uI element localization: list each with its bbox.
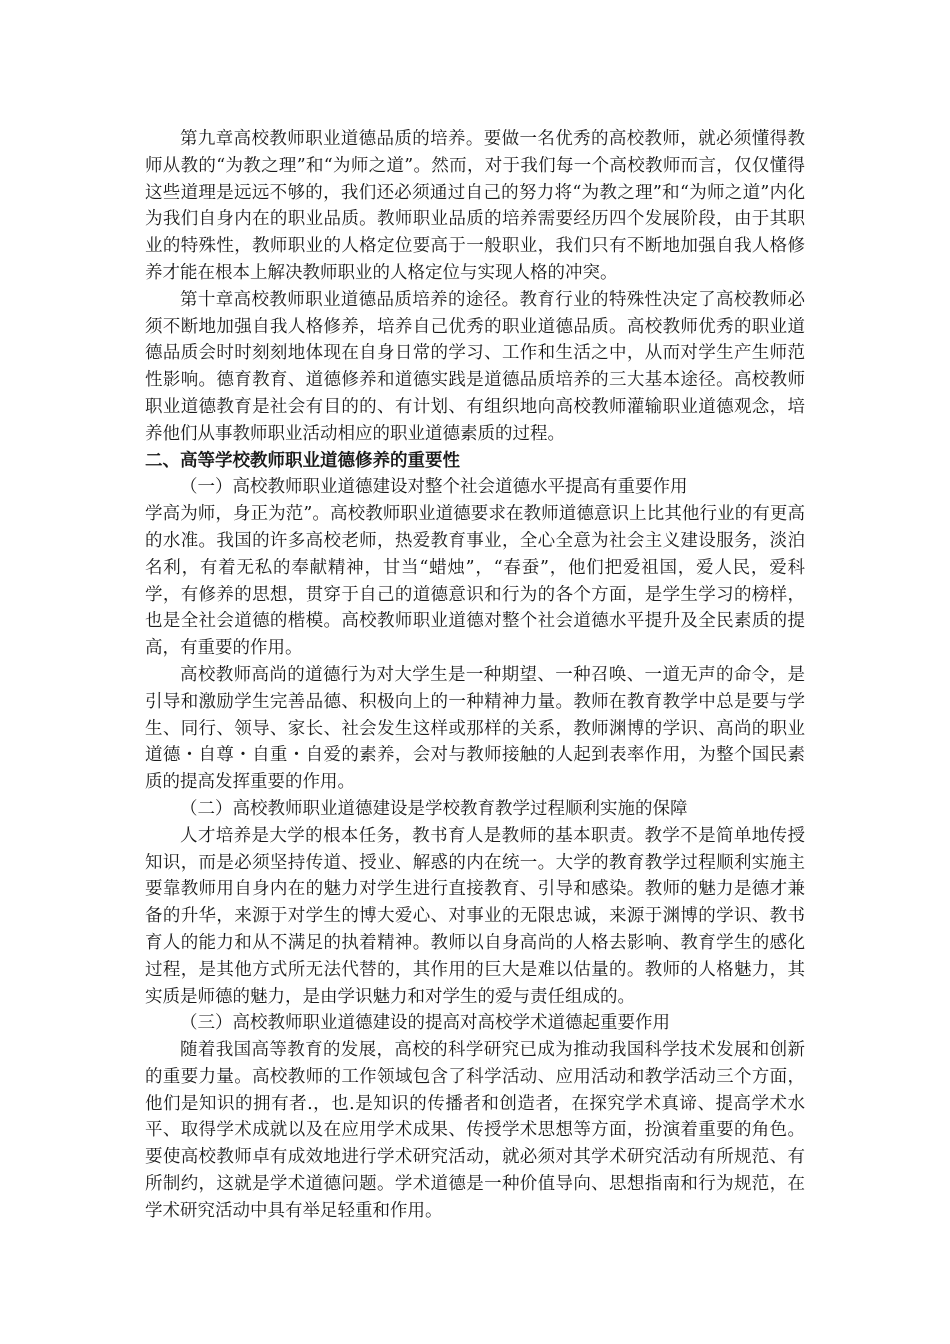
section-heading: 二、高等学校教师职业道德修养的重要性 (145, 450, 460, 471)
subheading-three: （三）高校教师职业道德建设的提高对高校学术道德起重要作用 (180, 1013, 670, 1034)
paragraph-role-model: 学高为师，身正为范”。高校教师职业道德要求在教师道德意识上比其他行业的有更高的水准。我国的许多高校老师，热爱教育事业，全心全意为社会主义建设服务，淡泊名利，有着无私的奉献精神，甘当“蜡烛”，“春蚕”，他们把爱祖国，爱人民，爱科学，有修养的思想，贯穿于自己的道德意识和行为的各个方面，是学生学习的榜样，也是全社会道德的楷模。高校教师职业道德对整个社会道德水平提升及全民素质的提高，有重要的作用。 (145, 504, 805, 659)
paragraph-moral-behavior: 高校教师高尚的道德行为对大学生是一种期望、一种召唤、一道无声的命令，是引导和激励学生完善品德、积极向上的一种精神力量。教师在教育教学中总是要与学生、同行、领导、家长、社会发生这样或那样的关系，教师渊博的学识、高尚的职业道德・自尊・自重・自爱的素养，会对与教师接触的人起到表率作用，为整个国民素质的提高发挥重要的作用。 (145, 664, 805, 793)
subheading-two: （二）高校教师职业道德建设是学校教育教学过程顺利实施的保障 (180, 798, 688, 819)
paragraph-chapter-nine: 第九章高校教师职业道德品质的培养。要做一名优秀的高校教师，就必须懂得教师从教的“为教之理”和“为师之道”。然而，对于我们每一个高校教师而言，仅仅懂得这些道理是远远不够的，我们还必须通过自己的努力将“为教之理”和“为师之道”内化为我们自身内在的职业品质。教师职业品质的培养需要经历四个发展阶段，由于其职业的特殊性，教师职业的人格定位要高于一般职业，我们只有不断地加强自我人格修养才能在根本上解决教师职业的人格定位与实现人格的冲突。 (145, 129, 805, 283)
subheading-one: （一）高校教师职业道德建设对整个社会道德水平提高有重要作用 (180, 477, 688, 498)
paragraph-talent-cultivation: 人才培养是大学的根本任务，教书育人是教师的基本职责。教学不是简单地传授知识，而是必须坚持传道、授业、解惑的内在统一。大学的教育教学过程顺利实施主要靠教师用自身内在的魅力对学生进行直接教育、引导和感染。教师的魅力是德才兼备的升华，来源于对学生的博大爱心、对事业的无限忠诚，来源于渊博的学识、教书育人的能力和从不满足的执着精神。教师以自身高尚的人格去影响、教育学生的感化过程，是其他方式所无法代替的，其作用的巨大是难以估量的。教师的人格魅力，其实质是师德的魅力，是由学识魅力和对学生的爱与责任组成的。 (145, 825, 805, 1007)
paragraph-chapter-ten: 第十章高校教师职业道德品质培养的途径。教育行业的特殊性决定了高校教师必须不断地加强自我人格修养，培养自己优秀的职业道德品质。高校教师优秀的职业道德品质会时时刻刻地体现在自身日常的学习、工作和生活之中，从而对学生产生师范性影响。德育教育、道德修养和道德实践是道德品质培养的三大基本途径。高校教师职业道德教育是社会有目的的、有计划、有组织地向高校教师灌输职业道德观念，培养他们从事教师职业活动相应的职业道德素质的过程。 (145, 289, 805, 444)
document-body (145, 126, 805, 1225)
paragraph-academic-ethics: 随着我国高等教育的发展，高校的科学研究已成为推动我国科学技术发展和创新的重要力量。高校教师的工作领域包含了科学活动、应用活动和教学活动三个方面，他们是知识的拥有者.，也.是知识的传播者和创造者，在探究学术真谛、提高学术水平、取得学术成就以及在应用学术成果、传授学术思想等方面，扮演着重要的角色。要使高校教师卓有成效地进行学术研究活动，就必须对其学术研究活动有所规范、有所制约，这就是学术道德问题。学术道德是一种价值导向、思想指南和行为规范，在学术研究活动中具有举足轻重和作用。 (145, 1040, 805, 1221)
